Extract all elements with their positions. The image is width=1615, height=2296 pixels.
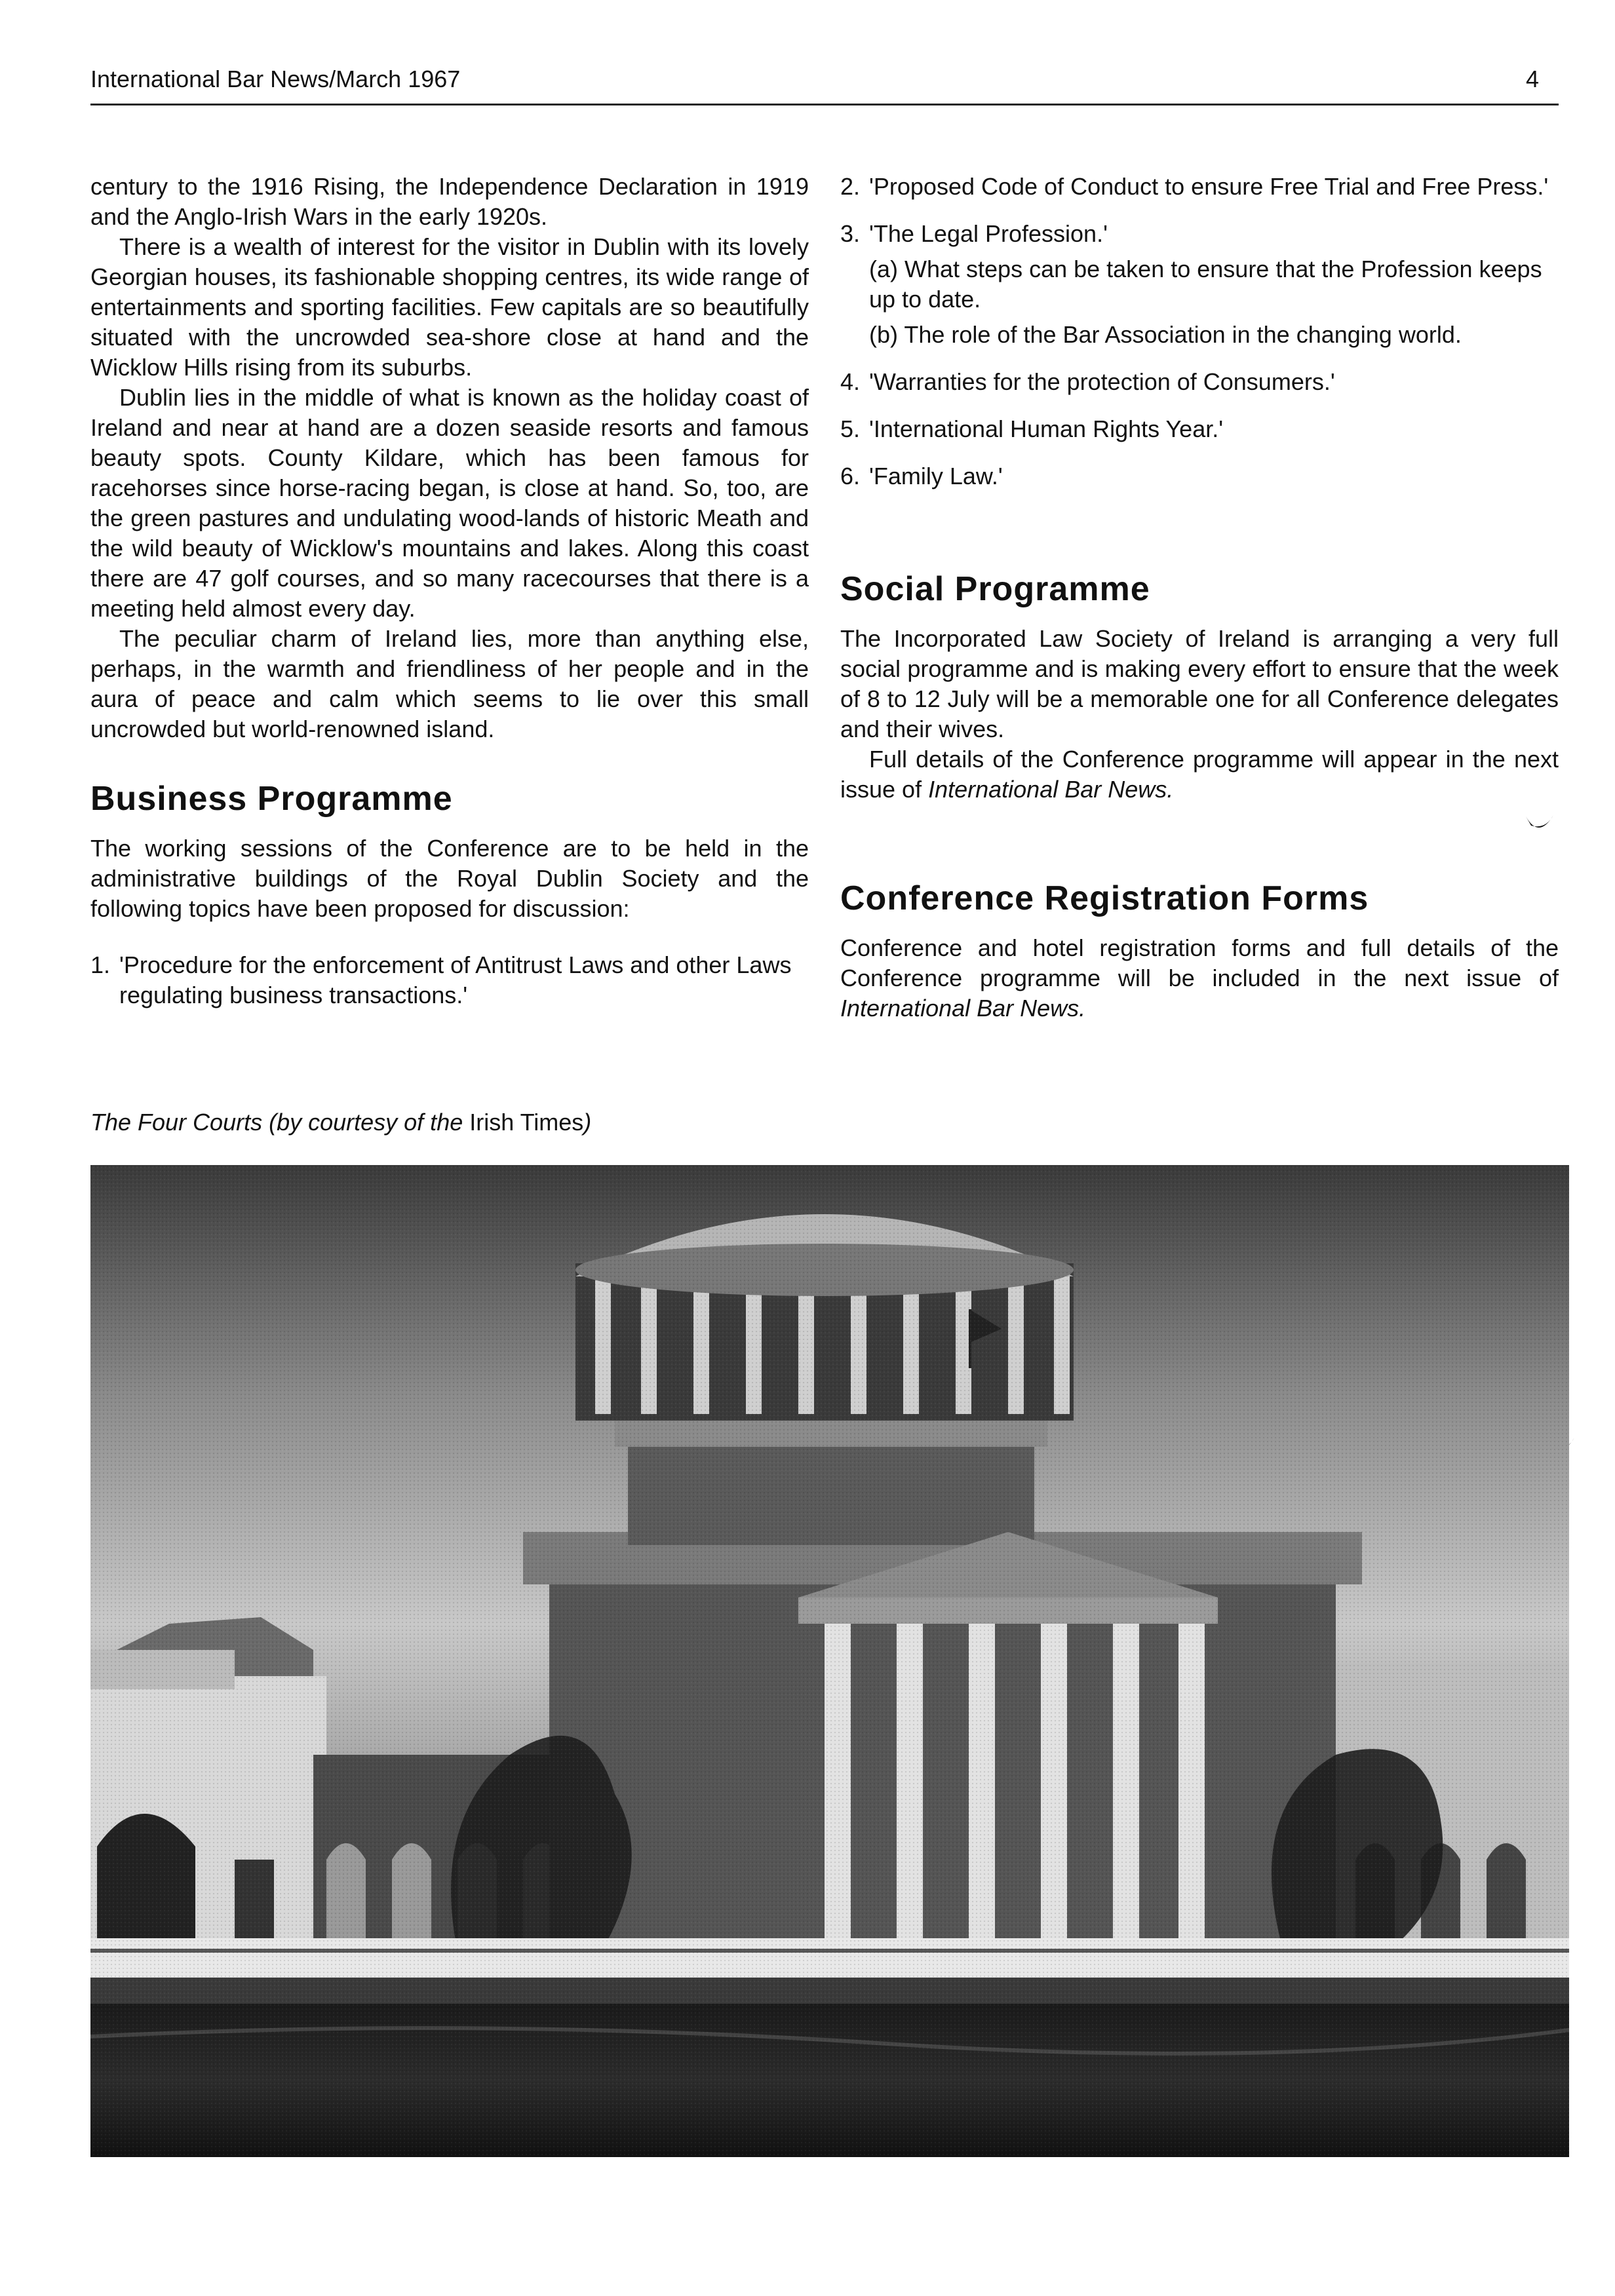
caption-source: Irish Times <box>469 1109 584 1136</box>
hole-punch-mark-icon <box>1519 803 1559 843</box>
list-item <box>840 367 1559 397</box>
page-header <box>90 66 1559 105</box>
paragraph: century to the 1916 Rising, the Independence Declaration in 1919 and the Anglo-Irish Wars in the early 1920s. <box>90 173 809 230</box>
business-intro: The working sessions of the Conference are to be held in the administrative buildings of the Royal Dublin Society and the following topics have been proposed for discussion: <box>90 835 809 922</box>
topic-list <box>840 172 1559 491</box>
list-item <box>840 461 1559 491</box>
list-item <box>840 414 1559 444</box>
publication-name: International Bar News. <box>840 995 1086 1022</box>
list-number: 5. <box>840 415 861 442</box>
sub-item <box>869 254 1559 315</box>
business-programme-heading: Business Programme <box>90 780 453 818</box>
topic-text: 'Proposed Code of Conduct to ensure Free Trial and Free Press.' <box>869 173 1549 200</box>
paragraph: The peculiar charm of Ireland lies, more than anything else, perhaps, in the warmth and friendliness of her people and in the aura of peace and calm which seems to lie over this small uncrowded but world-renowned island. <box>90 625 809 742</box>
social-paragraph <box>840 744 1559 805</box>
page-number: 4 <box>1525 66 1539 92</box>
list-number: 1. <box>90 951 111 978</box>
topic-block <box>869 219 1559 350</box>
paragraph: Dublin lies in the middle of what is known as the holiday coast of Ireland and near at hand are a dozen seaside resorts and famous beauty spots. County Kildare, which has been famous for racehorses since horse-racing began, is close at hand. So, too, are the green pastures and undulating wood-lands of historic Meath and the wild beauty of Wicklow's mountains and lakes. Along this coast there are 47 golf courses, and so many racecourses that there is a meeting held almost every day. <box>90 384 809 622</box>
topic-text: 'International Human Rights Year.' <box>869 415 1224 442</box>
publication-title: International Bar News/March 1967 <box>90 66 461 92</box>
social-paragraph: The Incorporated Law Society of Ireland is arranging a very full social programme and is making every effort to ensure that the week of 8 to 12 July will be a memorable one for all Conference delegates and their wives. <box>840 625 1559 742</box>
registration-paragraph <box>840 933 1559 1024</box>
registration-heading: Conference Registration Forms <box>840 879 1369 917</box>
social-programme-heading: Social Programme <box>840 570 1150 608</box>
paragraph: There is a wealth of interest for the visitor in Dublin with its lovely Georgian houses, its fashionable shopping centres, its wide range of entertainments and sporting facilities. Few capitals are so beautifully situated with the uncrowded sea-shore close at hand and the Wicklow Hills rising from its suburbs. <box>90 233 809 381</box>
sub-item-text: (a) What steps can be taken to ensure that the Profession keeps up to date. <box>869 256 1542 313</box>
list-item <box>90 950 809 1010</box>
right-column <box>840 172 1559 1024</box>
list-number: 3. <box>840 220 861 247</box>
sub-item-text: (b) The role of the Bar Association in the changing world. <box>869 321 1462 348</box>
registration-text: Conference and hotel registration forms and full details of the Conference programme will be included in the next issue of <box>840 934 1559 991</box>
four-courts-photograph <box>90 1165 1569 2157</box>
list-item <box>840 219 1559 350</box>
topic-text: 'Warranties for the protection of Consumers.' <box>869 368 1335 395</box>
topic-text: 'The Legal Profession.' <box>869 220 1108 247</box>
sub-item <box>869 320 1559 350</box>
list-number: 4. <box>840 368 861 395</box>
photo-caption <box>90 1109 591 1136</box>
topic-list <box>90 950 809 1010</box>
publication-name: International Bar News. <box>928 776 1174 803</box>
caption-suffix: ) <box>583 1109 592 1136</box>
caption-text: The Four Courts (by courtesy of the <box>90 1109 470 1136</box>
list-number: 6. <box>840 463 861 489</box>
left-column <box>90 172 809 1027</box>
topic-text: 'Procedure for the enforcement of Antitrust Laws and other Laws regulating business transactions.' <box>119 951 792 1008</box>
list-number: 2. <box>840 173 861 200</box>
social-text: Full details of the Conference programme will appear in the next issue of <box>840 746 1559 803</box>
list-item <box>840 172 1559 202</box>
topic-text: 'Family Law.' <box>869 463 1003 489</box>
four-courts-image <box>90 1165 1569 2157</box>
